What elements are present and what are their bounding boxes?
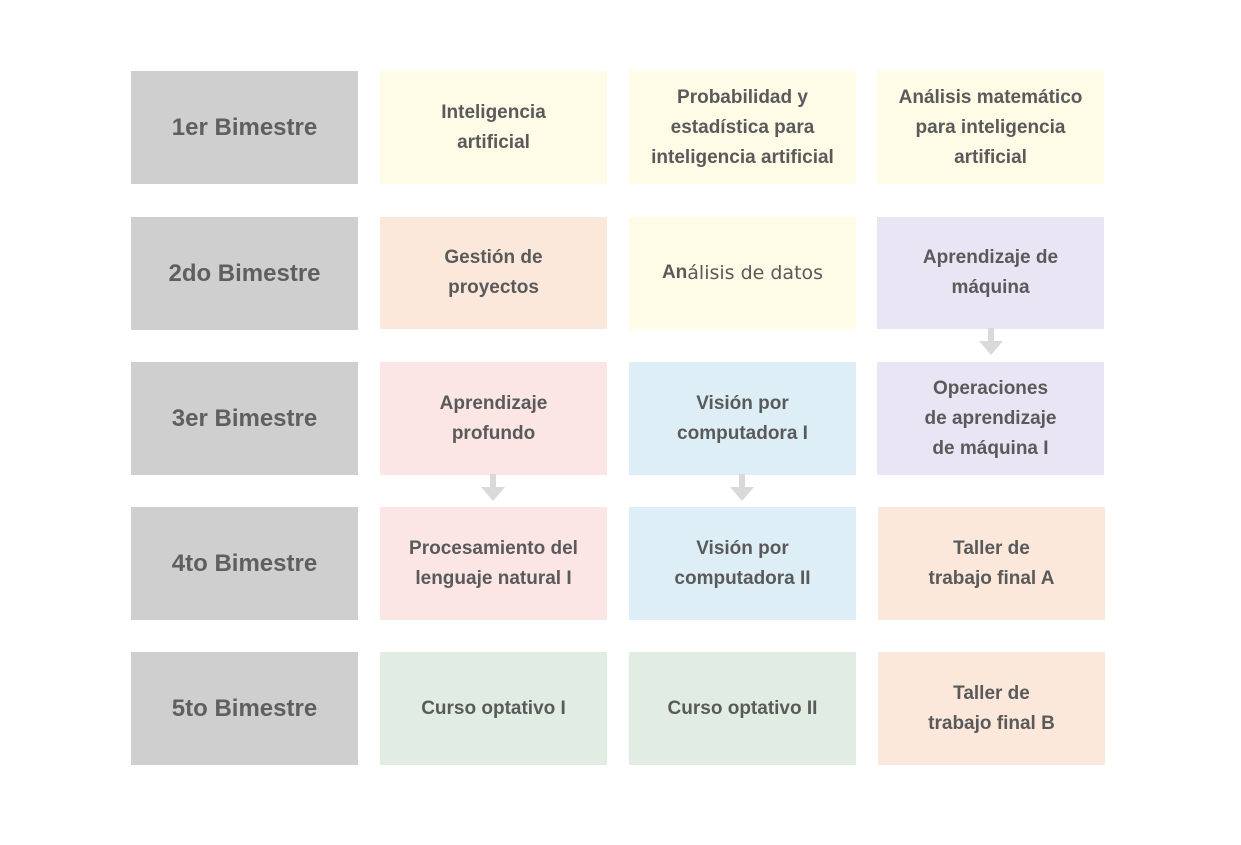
course-taller-trabajo-final-b: Taller de trabajo final B bbox=[878, 652, 1105, 765]
row-label-5: 5to Bimestre bbox=[131, 652, 358, 765]
course-vision-computadora-1: Visión por computadora I bbox=[629, 362, 856, 475]
course-curso-optativo-2: Curso optativo II bbox=[629, 652, 856, 765]
row-label-4: 4to Bimestre bbox=[131, 507, 358, 620]
course-analisis-datos-rest: álisis de datos bbox=[687, 262, 824, 284]
row-label-1: 1er Bimestre bbox=[131, 71, 358, 184]
course-vision-computadora-2: Visión por computadora II bbox=[629, 507, 856, 620]
course-analisis-matematico: Análisis matemático para inteligencia artificial bbox=[877, 71, 1104, 184]
course-operaciones-aprendizaje-maquina: Operaciones de aprendizaje de máquina I bbox=[877, 362, 1104, 475]
course-aprendizaje-profundo: Aprendizaje profundo bbox=[380, 362, 607, 475]
arrow-down-icon bbox=[729, 474, 755, 502]
course-gestion-proyectos: Gestión de proyectos bbox=[380, 217, 607, 329]
course-probabilidad-estadistica: Probabilidad y estadística para inteligencia artificial bbox=[629, 71, 856, 184]
course-analisis-datos bbox=[629, 217, 856, 329]
arrow-down-icon bbox=[978, 328, 1004, 356]
row-label-2: 2do Bimestre bbox=[131, 217, 358, 330]
course-analisis-datos-bold: An bbox=[661, 262, 688, 283]
course-curso-optativo-1: Curso optativo I bbox=[380, 652, 607, 765]
course-aprendizaje-maquina: Aprendizaje de máquina bbox=[877, 217, 1104, 329]
row-label-3: 3er Bimestre bbox=[131, 362, 358, 475]
course-inteligencia-artificial: Inteligencia artificial bbox=[380, 71, 607, 184]
course-procesamiento-lenguaje: Procesamiento del lenguaje natural I bbox=[380, 507, 607, 620]
course-taller-trabajo-final-a: Taller de trabajo final A bbox=[878, 507, 1105, 620]
arrow-down-icon bbox=[480, 474, 506, 502]
